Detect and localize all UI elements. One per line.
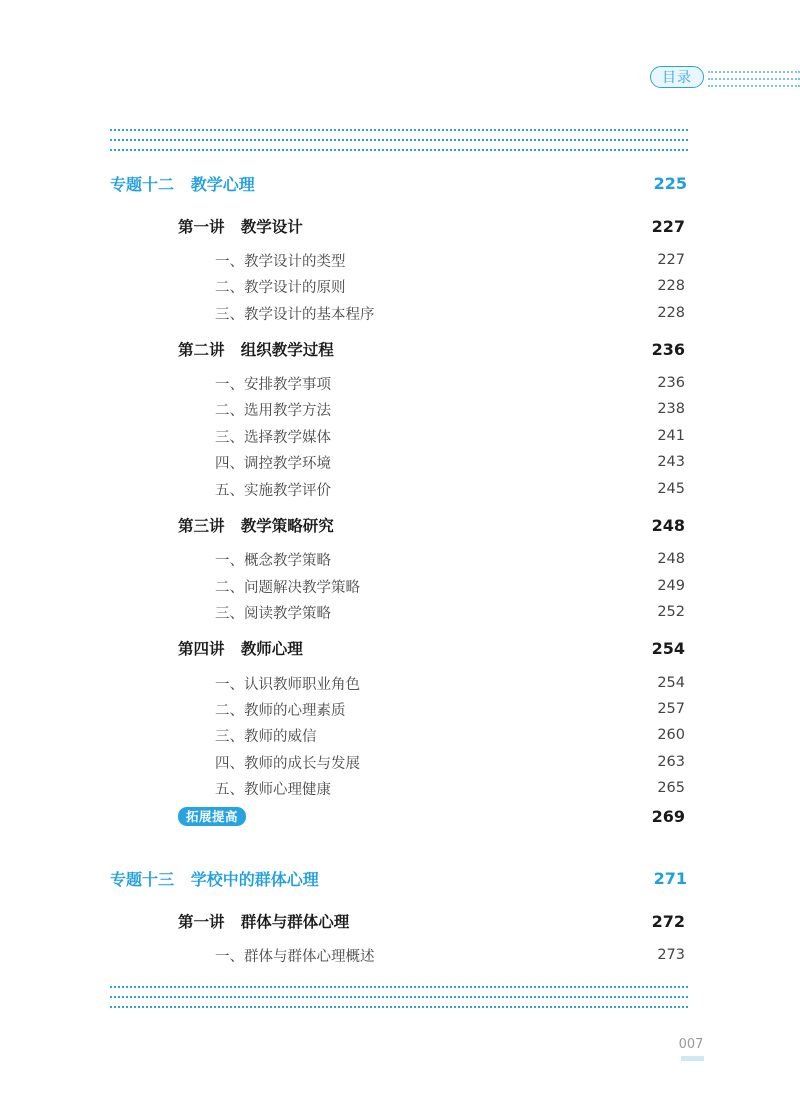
toc-section-entry[interactable] [215,274,685,298]
toc-lecture-entry[interactable] [178,636,685,660]
contents-tab [650,66,704,88]
section-page: 243 [657,454,685,470]
toc-section-entry[interactable] [215,600,685,624]
toc-section-entry[interactable] [215,776,685,800]
bottom-dotted-rule [110,1006,688,1008]
section-page: 241 [657,428,685,444]
section-title: 一、认识教师职业角色 [215,676,360,693]
extension-page: 269 [651,806,685,826]
toc-section-entry[interactable] [215,371,685,395]
lecture-page: 248 [651,515,685,535]
header-dotted-line [708,78,800,80]
toc-section-entry[interactable] [215,301,685,325]
section-title: 一、群体与群体心理概述 [215,948,375,965]
section-page: 238 [657,401,685,417]
section-page: 249 [657,578,685,594]
section-page: 263 [657,754,685,770]
toc-section-entry[interactable] [215,671,685,695]
section-title: 二、选用教学方法 [215,402,331,419]
toc-section-entry[interactable] [215,477,685,501]
bottom-dotted-rule [110,996,688,998]
toc-section-entry[interactable] [215,943,685,967]
toc-lecture-entry[interactable] [178,909,685,933]
section-page: 260 [657,727,685,743]
toc-section-entry[interactable] [215,574,685,598]
lecture-page: 236 [651,339,685,359]
section-title: 三、阅读教学策略 [215,605,331,622]
toc-extension-entry[interactable] [178,804,685,828]
topic-title: 专题十三 学校中的群体心理 [110,869,319,889]
toc-section-entry[interactable] [215,397,685,421]
section-page: 273 [657,947,685,963]
toc-section-entry[interactable] [215,450,685,474]
lecture-page: 272 [651,911,685,931]
section-page: 245 [657,481,685,497]
lecture-page: 254 [651,638,685,658]
section-page: 252 [657,604,685,620]
toc-topic-entry[interactable] [110,171,687,195]
toc-topic-entry[interactable] [110,866,687,890]
toc-section-entry[interactable] [215,547,685,571]
toc-section-entry[interactable] [215,697,685,721]
bottom-dotted-rule [110,986,688,988]
section-page: 227 [657,252,685,268]
page-number: 007 [678,1037,704,1052]
section-title: 二、问题解决教学策略 [215,579,360,596]
section-page: 254 [657,675,685,691]
section-title: 四、教师的成长与发展 [215,755,360,772]
page-number-bar [681,1056,704,1061]
section-title: 五、教师心理健康 [215,781,331,798]
section-page: 248 [657,551,685,567]
section-title: 五、实施教学评价 [215,482,331,499]
lecture-title: 第一讲 教学设计 [178,218,303,236]
top-dotted-rule [110,149,688,151]
section-title: 四、调控教学环境 [215,455,331,472]
section-title: 二、教师的心理素质 [215,702,346,719]
section-title: 三、教学设计的基本程序 [215,306,375,323]
lecture-page: 227 [651,216,685,236]
lecture-title: 第二讲 组织教学过程 [178,341,334,359]
section-page: 265 [657,780,685,796]
section-page: 228 [657,305,685,321]
toc-lecture-entry[interactable] [178,337,685,361]
toc-lecture-entry[interactable] [178,513,685,537]
toc-lecture-entry[interactable] [178,214,685,238]
section-title: 三、选择教学媒体 [215,429,331,446]
lecture-title: 第四讲 教师心理 [178,640,303,658]
top-dotted-rule [110,139,688,141]
top-dotted-rule [110,129,688,131]
section-page: 257 [657,701,685,717]
toc-section-entry[interactable] [215,424,685,448]
topic-page: 225 [653,173,687,193]
toc-section-entry[interactable] [215,750,685,774]
section-title: 一、教学设计的类型 [215,253,346,270]
section-page: 236 [657,375,685,391]
lecture-title: 第一讲 群体与群体心理 [178,913,350,931]
contents-tab-label: 目录 [662,70,692,86]
extension-badge: 拓展提高 [178,807,246,826]
toc-section-entry[interactable] [215,248,685,272]
section-title: 三、教师的威信 [215,728,317,745]
header-dotted-line [708,85,800,87]
topic-page: 271 [653,868,687,888]
section-title: 一、概念教学策略 [215,552,331,569]
section-title: 一、安排教学事项 [215,376,331,393]
topic-title: 专题十二 教学心理 [110,174,255,194]
header-dotted-line [708,71,800,73]
toc-section-entry[interactable] [215,723,685,747]
lecture-title: 第三讲 教学策略研究 [178,517,334,535]
section-page: 228 [657,278,685,294]
section-title: 二、教学设计的原则 [215,279,346,296]
